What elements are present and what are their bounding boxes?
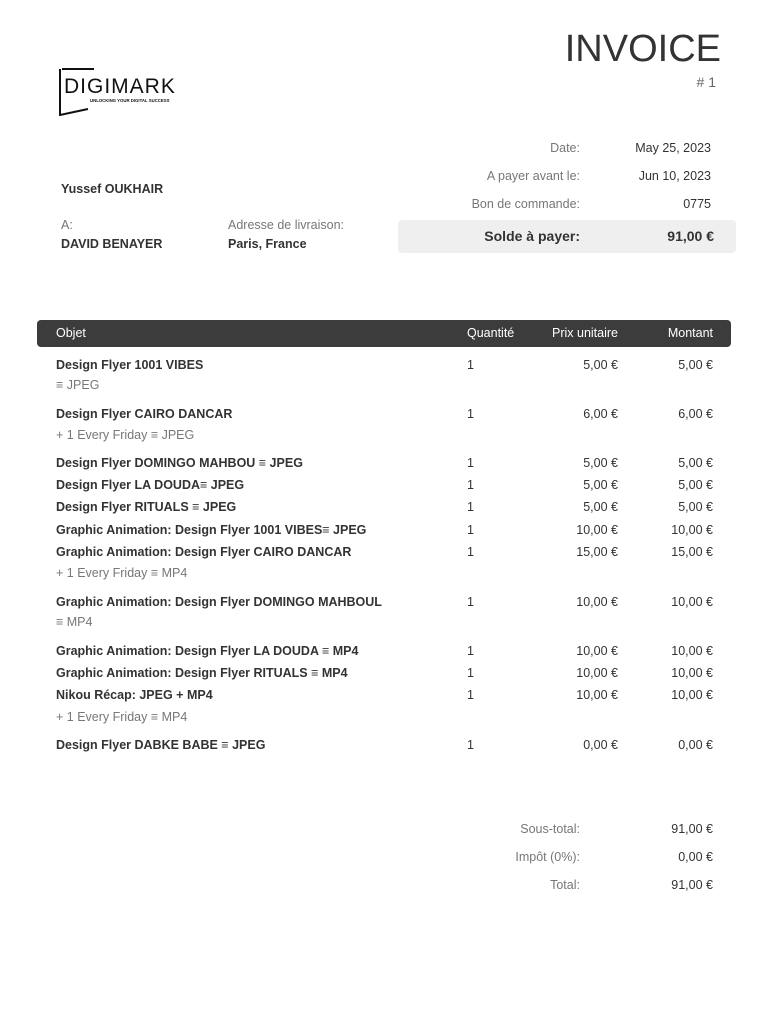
item-name: Graphic Animation: Design Flyer RITUALS ≡ MP4 [56,666,348,680]
item-quantity: 1 [467,545,474,559]
logo-wordmark: DIGIMARK [64,75,176,98]
bill-to-label: A: [61,218,73,232]
date-value: May 25, 2023 [635,141,711,155]
item-name: Graphic Animation: Design Flyer DOMINGO MAHBOUL [56,595,382,609]
items-table-header [37,320,731,347]
item-rate: 10,00 € [576,666,618,680]
item-rate: 0,00 € [583,738,618,752]
item-quantity: 1 [467,407,474,421]
item-amount: 5,00 € [678,456,713,470]
column-header-item: Objet [56,326,86,340]
sender-name: Yussef OUKHAIR [61,182,164,196]
total-value: 91,00 € [671,878,713,892]
item-description: ≡ MP4 [56,615,93,629]
item-rate: 5,00 € [583,478,618,492]
item-name: Graphic Animation: Design Flyer LA DOUDA ≡ MP4 [56,644,359,658]
item-amount: 10,00 € [671,595,713,609]
item-name: Design Flyer 1001 VIBES [56,358,204,372]
item-amount: 5,00 € [678,500,713,514]
balance-due-box [398,220,736,253]
item-amount: 10,00 € [671,666,713,680]
ship-to-label: Adresse de livraison: [228,218,345,232]
item-amount: 10,00 € [671,644,713,658]
item-amount: 6,00 € [678,407,713,421]
item-name: Design Flyer DOMINGO MAHBOU ≡ JPEG [56,456,303,470]
balance-due-label: Solde à payer: [484,228,580,244]
item-rate: 6,00 € [583,407,618,421]
item-rate: 10,00 € [576,644,618,658]
item-amount: 15,00 € [671,545,713,559]
item-description: + 1 Every Friday ≡ MP4 [56,566,188,580]
item-amount: 10,00 € [671,688,713,702]
item-description: + 1 Every Friday ≡ JPEG [56,428,195,442]
invoice-number: # 1 [696,74,716,90]
item-amount: 10,00 € [671,523,713,537]
item-quantity: 1 [467,358,474,372]
po-label: Bon de commande: [471,197,580,211]
item-quantity: 1 [467,644,474,658]
item-rate: 15,00 € [576,545,618,559]
tax-value: 0,00 € [678,850,713,864]
logo-tagline: UNLOCKING YOUR DIGITAL SUCCESS [90,98,170,103]
item-quantity: 1 [467,523,474,537]
po-value: 0775 [683,197,711,211]
item-amount: 5,00 € [678,478,713,492]
date-label: Date: [550,141,580,155]
item-name: Design Flyer DABKE BABE ≡ JPEG [56,738,266,752]
item-rate: 10,00 € [576,595,618,609]
item-rate: 10,00 € [576,523,618,537]
item-rate: 5,00 € [583,358,618,372]
item-name: Design Flyer LA DOUDA≡ JPEG [56,478,245,492]
item-quantity: 1 [467,478,474,492]
subtotal-label: Sous-total: [520,822,580,836]
item-rate: 5,00 € [583,500,618,514]
item-amount: 5,00 € [678,358,713,372]
item-amount: 0,00 € [678,738,713,752]
balance-due-value: 91,00 € [667,228,714,244]
bill-to-name: DAVID BENAYER [61,237,163,251]
logo-frame-icon [58,66,178,116]
item-description: + 1 Every Friday ≡ MP4 [56,710,188,724]
item-quantity: 1 [467,738,474,752]
item-name: Nikou Récap: JPEG + MP4 [56,688,213,702]
due-date-value: Jun 10, 2023 [638,169,711,183]
item-rate: 5,00 € [583,456,618,470]
invoice-title: INVOICE [564,28,721,70]
item-quantity: 1 [467,500,474,514]
item-rate: 10,00 € [576,688,618,702]
item-name: Design Flyer CAIRO DANCAR [56,407,233,421]
tax-label: Impôt (0%): [515,850,580,864]
item-quantity: 1 [467,456,474,470]
item-name: Graphic Animation: Design Flyer 1001 VIBES≡ JPEG [56,523,367,537]
total-label: Total: [550,878,580,892]
ship-to-value: Paris, France [228,237,307,251]
item-quantity: 1 [467,666,474,680]
due-date-label: A payer avant le: [486,169,580,183]
item-name: Design Flyer RITUALS ≡ JPEG [56,500,237,514]
item-description: ≡ JPEG [56,378,100,392]
item-quantity: 1 [467,595,474,609]
item-quantity: 1 [467,688,474,702]
column-header-quantity: Quantité [467,326,515,340]
subtotal-value: 91,00 € [671,822,713,836]
company-logo [58,66,178,116]
item-name: Graphic Animation: Design Flyer CAIRO DANCAR [56,545,352,559]
column-header-rate: Prix unitaire [552,326,618,340]
column-header-amount: Montant [667,326,713,340]
